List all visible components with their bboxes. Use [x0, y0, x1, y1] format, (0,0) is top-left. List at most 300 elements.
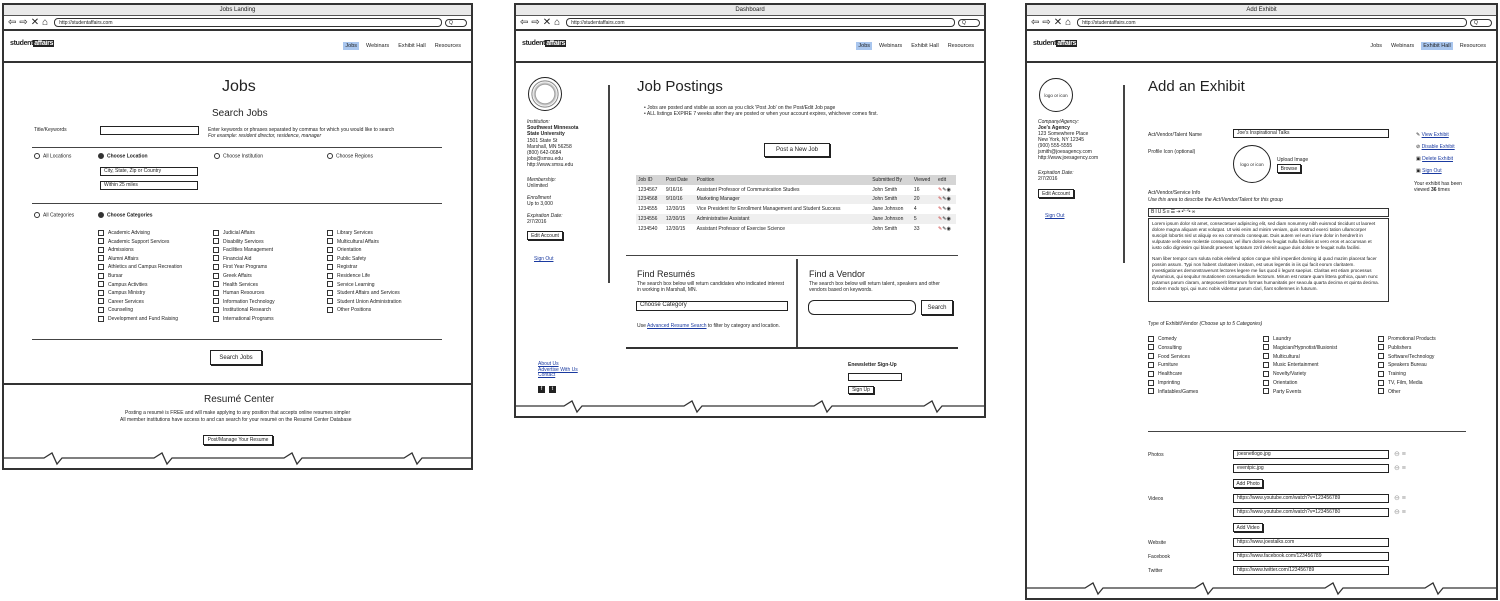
divider: [32, 147, 442, 148]
newsletter-input[interactable]: [848, 373, 902, 381]
footer-link[interactable]: About Us: [538, 361, 559, 367]
location-input[interactable]: City, State, Zip or Country: [100, 167, 198, 176]
info-bullet: • ALL listings EXPIRE 7 weeks after they are posted or when your account expires, whichever comes first.: [644, 111, 878, 117]
main-nav: [1368, 42, 1488, 50]
nav-exhibit-hall[interactable]: Exhibit Hall: [398, 43, 426, 49]
table-cell: 9/10/16: [664, 195, 695, 205]
column-header[interactable]: Position: [695, 175, 871, 185]
address-bar: [1027, 16, 1496, 31]
delete-exhibit-link[interactable]: [1416, 153, 1455, 165]
nav-webinars[interactable]: Webinars: [1391, 43, 1415, 49]
category-checkbox[interactable]: Orientation: [327, 246, 401, 255]
category-checkbox[interactable]: Financial Aid: [213, 255, 275, 264]
address-line: 1501 State St: [527, 138, 558, 144]
choose-categories-radio[interactable]: Choose Categories: [98, 212, 153, 218]
address-line: (900) 555-5555: [1038, 143, 1073, 149]
browser-search[interactable]: Q: [958, 19, 980, 27]
category-checkbox[interactable]: Alumni Affairs: [98, 255, 182, 264]
all-locations-radio[interactable]: All Locations: [34, 153, 71, 159]
add-exhibit-window: [1025, 3, 1498, 600]
table-header: [636, 175, 956, 185]
sidebar-divider: [1123, 85, 1125, 263]
browser-search[interactable]: Q: [445, 19, 467, 27]
type-column-3[interactable]: [1378, 335, 1436, 397]
table-cell: Jane Johnson: [870, 214, 912, 224]
table-cell: 5: [912, 214, 936, 224]
info-label: Act/Vendor/Service Info: [1148, 190, 1201, 196]
site-logo[interactable]: studentaffairs: [522, 40, 566, 47]
type-column-2[interactable]: [1263, 335, 1337, 397]
type-checkbox[interactable]: Comedy: [1148, 335, 1198, 344]
job-postings-table: [636, 175, 956, 234]
forward-icon[interactable]: ⇨: [531, 16, 540, 28]
view-icon[interactable]: ◉: [946, 186, 951, 193]
category-checkbox[interactable]: Other Positions: [327, 306, 401, 315]
category-checkbox[interactable]: Counseling: [98, 306, 182, 315]
copy-icon[interactable]: ✎: [942, 196, 947, 203]
row-actions[interactable]: [936, 204, 956, 214]
category-checkbox[interactable]: Residence Life: [327, 272, 401, 281]
redo-icon[interactable]: ↷: [1186, 209, 1192, 215]
trash-icon: ▣: [1416, 156, 1421, 162]
category-checkbox[interactable]: Campus Ministry: [98, 289, 182, 298]
keywords-label: Title/Keywords: [34, 127, 67, 133]
address-line: jsmith@joesagency.com: [1038, 149, 1092, 155]
institution-address: [527, 138, 573, 168]
view-icon[interactable]: ◉: [946, 206, 951, 213]
find-vendor-text: The search box below will return talent, speakers and other vendors based on keywords.: [809, 281, 940, 293]
table-cell: 1234556: [636, 214, 664, 224]
nav-webinars[interactable]: Webinars: [366, 43, 390, 49]
type-checkbox[interactable]: Orientation: [1263, 379, 1337, 388]
edit-account-button[interactable]: Edit Account: [527, 231, 563, 240]
institution-name: Southwest Minnesota State University: [527, 125, 579, 137]
edit-icon[interactable]: ✎: [938, 225, 943, 232]
view-icon[interactable]: ◉: [946, 225, 951, 232]
category-checkbox[interactable]: Multicultural Affairs: [327, 238, 401, 247]
type-checkbox[interactable]: Inflatables/Games: [1148, 388, 1198, 397]
delete-exhibit-text[interactable]: Delete Exhibit: [1422, 156, 1453, 162]
copy-icon[interactable]: ✎: [942, 186, 947, 193]
enrollment-label: Enrollment: [527, 195, 551, 201]
type-label-text: Type of Exhibit/Vendor: [1148, 321, 1199, 327]
type-checkbox[interactable]: Publishers: [1378, 344, 1436, 353]
disable-exhibit-link[interactable]: [1416, 141, 1455, 153]
divider: [626, 255, 958, 256]
upload-label: Upload Image: [1277, 157, 1309, 163]
table-row[interactable]: [636, 224, 956, 234]
post-resume-button[interactable]: Post/Manage Your Resume: [203, 435, 273, 445]
home-icon[interactable]: ⌂: [1065, 16, 1072, 28]
choose-institution-radio[interactable]: Choose Institution: [214, 153, 263, 159]
table-cell: 12/30/15: [665, 225, 686, 232]
twitter-icon[interactable]: t: [549, 386, 556, 393]
home-icon[interactable]: ⌂: [554, 16, 561, 28]
nav-resources[interactable]: Resources: [947, 43, 974, 49]
address-line: http://www.joesagency.com: [1038, 155, 1099, 161]
company-label: Company/Agency:: [1038, 119, 1079, 125]
exhibit-actions: [1416, 129, 1455, 177]
type-checkbox[interactable]: Other: [1378, 388, 1436, 397]
category-checkbox[interactable]: Human Resources: [213, 289, 275, 298]
table-cell: Administrative Assistant: [695, 214, 871, 224]
page-title: Jobs: [222, 78, 256, 95]
back-icon[interactable]: ⇦: [8, 16, 17, 28]
type-checkbox[interactable]: Novelty/Variety: [1263, 370, 1337, 379]
keywords-input[interactable]: [100, 126, 199, 135]
add-video-button[interactable]: Add Video: [1233, 523, 1263, 532]
table-cell: 33: [913, 225, 920, 232]
address-line: 123 Somewhere Place: [1038, 131, 1089, 137]
type-checkbox[interactable]: Music Entertainment: [1263, 361, 1337, 370]
copy-icon[interactable]: ✎: [942, 206, 947, 213]
table-cell: John Smith: [872, 225, 898, 232]
remove-icon[interactable]: ⊖ ≡: [1394, 451, 1406, 458]
table-row[interactable]: [636, 195, 956, 205]
window-title: Dashboard: [516, 5, 984, 16]
url-field[interactable]: http://studentaffairs.com: [1077, 18, 1467, 27]
description-paragraph: Lorem ipsum dolor sit amet, consectetuer adipiscing elit, sed diam nonummy nibh euismod tincidunt ut laoreet dolore magna aliquam erat volutpat. Ut wisi enim ad minim veniam, quis nostrud exerci tation ullamcorper suscipit lobortis nisl ut aliquip ex ea commodo consequat. Duis autem vel eum iriure dolor in hendrerit in vulputate velit esse molestie consequat, vel illum dolore eu feugiat nulla facilisis at vero eros et accumsan et iusto odio dignissim qui blandit praesent luptatum zzril delenit augue duis dolore te feugait nulla facilisi.: [1152, 221, 1376, 250]
view-exhibit-link[interactable]: [1416, 129, 1455, 141]
nav-exhibit-hall[interactable]: Exhibit Hall: [1423, 43, 1451, 49]
table-cell: 12/30/15: [665, 206, 686, 213]
vendor-search-button[interactable]: Search: [921, 300, 953, 315]
view-icon: ✎: [1416, 132, 1421, 138]
type-checkbox[interactable]: Software/Technology: [1378, 353, 1436, 362]
find-resumes-title: Find Resumés: [637, 269, 696, 279]
profile-icon-placeholder: logo or icon: [1233, 145, 1271, 183]
remove-icon[interactable]: ⊖ ≡: [1394, 495, 1406, 502]
category-checkbox[interactable]: Development and Fund Raising: [98, 315, 182, 324]
dashboard-window: [514, 3, 986, 418]
row-actions[interactable]: [936, 195, 956, 205]
home-icon[interactable]: ⌂: [42, 16, 49, 28]
choose-location-radio[interactable]: Choose Location: [98, 153, 148, 159]
facebook-label: Facebook: [1148, 554, 1170, 560]
view-icon[interactable]: ◉: [946, 216, 951, 223]
site-header: [4, 31, 471, 63]
table-cell: John Smith: [870, 195, 912, 205]
close-icon[interactable]: ✕: [542, 16, 552, 28]
category-checkbox[interactable]: Registrar: [327, 263, 401, 272]
table-cell: Assistant Professor of Exercise Science: [696, 225, 786, 232]
category-checkbox[interactable]: Student Union Administration: [327, 298, 401, 307]
category-column-3[interactable]: [327, 229, 401, 315]
edit-icon[interactable]: ✎: [938, 206, 943, 213]
divider: [626, 347, 958, 349]
note-text: to filter by category and location.: [707, 323, 780, 329]
advanced-search-note: [637, 323, 780, 329]
category-checkbox[interactable]: Admissions: [98, 246, 182, 255]
divider: [32, 203, 442, 204]
view-count-unit: times: [1437, 187, 1450, 193]
table-cell: 1234568: [636, 195, 664, 205]
link-icon[interactable]: ∞: [1191, 209, 1197, 215]
radius-select[interactable]: Within 25 miles: [100, 181, 198, 190]
sidebar-divider: [608, 85, 610, 283]
expiration-value: 2/7/2016: [1038, 176, 1058, 182]
strike-icon[interactable]: S: [1162, 209, 1167, 215]
indent-icon[interactable]: ⇥: [1176, 209, 1182, 215]
type-checkbox[interactable]: Food Services: [1148, 353, 1198, 362]
website-label: Website: [1148, 540, 1166, 546]
resume-text: Posting a resumé is FREE and will make applying to any position that accepts online resumes simpler: [125, 410, 351, 416]
type-checkbox[interactable]: Magician/Hypnotist/Illusionist: [1263, 344, 1337, 353]
site-logo[interactable]: studentaffairs: [1033, 40, 1077, 47]
divider: [1148, 431, 1466, 432]
italic-icon[interactable]: I: [1155, 209, 1158, 215]
facebook-icon[interactable]: f: [538, 386, 545, 393]
disable-icon: ⊘: [1416, 144, 1421, 150]
copy-icon[interactable]: ✎: [942, 216, 947, 223]
type-checkbox[interactable]: Furniture: [1148, 361, 1198, 370]
nav-jobs[interactable]: Jobs: [1370, 43, 1383, 49]
back-icon[interactable]: ⇦: [1031, 16, 1040, 28]
video-url-2[interactable]: https://www.youtube.com/watch?v=123456780: [1233, 508, 1389, 517]
category-checkbox[interactable]: Library Services: [327, 229, 401, 238]
close-icon[interactable]: ✕: [30, 16, 40, 28]
type-checkbox[interactable]: Imprinting: [1148, 379, 1198, 388]
add-photo-button[interactable]: Add Photo: [1233, 479, 1263, 488]
twitter-input[interactable]: https://www.twitter.com/123456789: [1233, 566, 1389, 575]
table-row[interactable]: [636, 214, 956, 224]
column-header[interactable]: Viewed: [912, 175, 936, 185]
type-checkbox[interactable]: Multicultural: [1263, 353, 1337, 362]
category-checkbox[interactable]: Disability Services: [213, 238, 275, 247]
vendor-search-input[interactable]: [808, 300, 916, 315]
table-cell: Jane Johnson: [872, 206, 904, 213]
find-resumes-text: The search box below will return candidates who indicated interest in working in Marshall, MN.: [637, 281, 785, 293]
photo-file-1[interactable]: joesnetlogo.jpg: [1233, 450, 1389, 459]
back-icon[interactable]: ⇦: [520, 16, 529, 28]
category-column-2[interactable]: [213, 229, 275, 324]
table-row[interactable]: [636, 185, 956, 195]
category-checkbox[interactable]: Institutional Research: [213, 306, 275, 315]
note-text: Use: [637, 323, 646, 329]
sign-out-link[interactable]: Sign Out: [1045, 213, 1065, 219]
category-checkbox[interactable]: Bursar: [98, 272, 182, 281]
category-checkbox[interactable]: Health Services: [213, 281, 275, 290]
table-cell: Marketing Manager: [695, 195, 871, 205]
sign-out-link[interactable]: Sign Out: [534, 256, 554, 262]
category-checkbox[interactable]: Student Affairs and Services: [327, 289, 401, 298]
disable-exhibit-text[interactable]: Disable Exhibit: [1421, 144, 1455, 150]
type-checkbox[interactable]: Laundry: [1263, 335, 1337, 344]
row-actions[interactable]: [936, 214, 956, 224]
expiration-label: Expiration Date:: [527, 213, 563, 219]
nav-exhibit-hall[interactable]: Exhibit Hall: [911, 43, 939, 49]
address-bar: [516, 16, 984, 31]
edit-icon[interactable]: ✎: [938, 186, 943, 193]
description-paragraph: Nam liber tempor cum soluta nobis eleifend option congue nihil imperdiet doming id quod mazim placerat facer possim assum. Typi non habent claritatem insitam, est usus legentis in iis qui facit eorum claritatem. Investigationes demonstraverunt lectores legere me lius quod ii legunt saepius. Claritas est etiam processus dynamicus, qui sequitur mutationem consuetudium lectorum. Mirum est notare quam littera gothica, quam nunc putamus parum claram, anteposuerit litterarum formas humanitatis per seacula quarta decima et quinta decima. Eodem modo typi, qui nunc nobis videntur parum clari, fiant sollemnes in futurum.: [1152, 256, 1379, 291]
remove-icon[interactable]: ⊖ ≡: [1394, 465, 1406, 472]
category-checkbox[interactable]: Academic Advising: [98, 229, 182, 238]
category-checkbox[interactable]: Greek Affairs: [213, 272, 275, 281]
table-cell: 9/16/16: [665, 186, 683, 193]
jobs-landing-window: [2, 3, 473, 470]
row-actions[interactable]: [936, 224, 956, 234]
photos-label: Photos: [1148, 452, 1164, 458]
video-url-1[interactable]: https://www.youtube.com/watch?v=123456789: [1233, 494, 1389, 503]
choose-regions-radio[interactable]: Choose Regions: [327, 153, 373, 159]
resume-text-2: All member institutions have access to and can search for your resumé on the Resumé Center Database: [120, 417, 352, 423]
browse-button[interactable]: Browse: [1277, 164, 1301, 173]
divider: [796, 259, 798, 347]
facebook-input[interactable]: https://www.facebook.com/123456789: [1233, 552, 1389, 561]
undo-icon[interactable]: ↶: [1181, 209, 1187, 215]
list-icon[interactable]: ≡: [1166, 209, 1171, 215]
category-checkbox[interactable]: Judicial Affairs: [213, 229, 275, 238]
copy-icon[interactable]: ✎: [942, 225, 947, 232]
type-checkbox[interactable]: Party Events: [1263, 388, 1337, 397]
footer-links: [538, 362, 578, 379]
forward-icon[interactable]: ⇨: [19, 16, 28, 28]
photo-file-2[interactable]: eventpic.jpg: [1233, 464, 1389, 473]
table-cell: 4: [913, 206, 917, 213]
type-checkbox[interactable]: Speakers Bureau: [1378, 361, 1436, 370]
category-checkbox[interactable]: Academic Support Services: [98, 238, 182, 247]
edit-icon[interactable]: ✎: [938, 216, 943, 223]
close-icon[interactable]: ✕: [1053, 16, 1063, 28]
nav-resources[interactable]: Resources: [434, 43, 461, 49]
type-label: [1148, 321, 1262, 327]
align-icon[interactable]: ☰: [1170, 209, 1177, 215]
type-checkbox[interactable]: TV, Film, Media: [1378, 379, 1436, 388]
find-vendor-title: Find a Vendor: [809, 269, 866, 279]
view-exhibit-text[interactable]: View Exhibit: [1421, 132, 1449, 138]
torn-edge: [4, 452, 473, 468]
bullet-text: ALL listings EXPIRE 7 weeks after they are posted or when your account expires, whichever comes first.: [646, 111, 878, 117]
newsletter-label: Enewsletter Sign-Up: [848, 362, 897, 368]
torn-edge: [516, 400, 986, 416]
site-header: [516, 31, 984, 63]
table-cell: 16: [913, 186, 920, 193]
forward-icon[interactable]: ⇨: [1042, 16, 1051, 28]
category-checkbox[interactable]: Campus Activities: [98, 281, 182, 290]
category-checkbox[interactable]: Athletics and Campus Recreation: [98, 263, 182, 272]
category-checkbox[interactable]: Information Technology: [213, 298, 275, 307]
address-line: jobs@smsu.edu: [527, 156, 563, 162]
lock-icon: ▣: [1416, 168, 1421, 174]
company-address: [1038, 131, 1098, 161]
all-categories-radio[interactable]: All Categories: [34, 212, 74, 218]
category-checkbox[interactable]: Career Services: [98, 298, 182, 307]
keywords-help: Enter keywords or phrases separated by commas for which you would like to search: [208, 127, 395, 133]
advanced-resume-search-link[interactable]: Advanced Resume Search: [647, 323, 707, 329]
site-header: [1027, 31, 1496, 63]
column-header[interactable]: Job ID: [636, 175, 664, 185]
footer-link[interactable]: Contact: [538, 372, 556, 378]
table-cell: 1234555: [638, 206, 658, 213]
twitter-label: Twitter: [1148, 568, 1163, 574]
name-input[interactable]: Joe's Inspirational Talks: [1233, 129, 1389, 138]
table-cell: 20: [912, 195, 936, 205]
column-header[interactable]: Post Date: [664, 175, 695, 185]
membership-value: Unlimited: [527, 183, 548, 189]
type-checkbox[interactable]: Consulting: [1148, 344, 1198, 353]
category-checkbox[interactable]: International Programs: [213, 315, 275, 324]
membership-label: Membership:: [527, 177, 556, 183]
category-checkbox[interactable]: Public Safety: [327, 255, 401, 264]
category-select[interactable]: Choose Category: [636, 301, 788, 311]
keywords-example: For example: resident director, residence, manager: [208, 133, 322, 139]
view-icon[interactable]: ◉: [946, 196, 951, 203]
address-line: http://www.smsu.edu: [527, 162, 574, 168]
main-nav: [343, 42, 463, 50]
resume-center-title: Resumé Center: [204, 394, 275, 405]
website-input[interactable]: https://www.joestalks.com: [1233, 538, 1389, 547]
remove-icon[interactable]: ⊖ ≡: [1394, 509, 1406, 516]
type-checkbox[interactable]: Healthcare: [1148, 370, 1198, 379]
search-jobs-subtitle: Search Jobs: [212, 108, 268, 119]
view-count: [1414, 181, 1476, 193]
nav-jobs[interactable]: Jobs: [345, 43, 358, 49]
row-actions[interactable]: [936, 185, 956, 195]
sign-up-button[interactable]: Sign Up: [848, 386, 874, 394]
table-cell: 1234540: [638, 225, 658, 232]
sign-out-text[interactable]: Sign Out: [1422, 168, 1442, 174]
address-line: (800) 642-0684: [527, 150, 562, 156]
category-checkbox[interactable]: Service Learning: [327, 281, 401, 290]
nav-resources[interactable]: Resources: [1459, 43, 1486, 49]
page-title: Add an Exhibit: [1148, 78, 1245, 95]
institution-seal: [528, 77, 562, 111]
edit-icon[interactable]: ✎: [938, 196, 943, 203]
url-field[interactable]: http://studentaffairs.com: [566, 18, 955, 27]
expiration-value: 2/7/2016: [527, 219, 547, 225]
company-logo-placeholder: logo or icon: [1039, 78, 1073, 112]
description-textarea[interactable]: [1148, 218, 1389, 302]
nav-jobs[interactable]: Jobs: [858, 43, 871, 49]
sign-out-link[interactable]: [1416, 165, 1455, 177]
bullet-text: Jobs are posted and visible as soon as you click 'Post Job' on the Post/Edit Job page: [647, 105, 836, 111]
address-line: New York, NY 12345: [1038, 137, 1085, 143]
column-header[interactable]: edit: [936, 175, 956, 185]
category-checkbox[interactable]: Facilities Management: [213, 246, 275, 255]
enrollment-value: Up to 3,000: [527, 201, 553, 207]
window-title: Jobs Landing: [4, 5, 471, 16]
edit-account-button[interactable]: Edit Account: [1038, 189, 1074, 198]
category-checkbox[interactable]: First Year Programs: [213, 263, 275, 272]
page-title: Job Postings: [637, 78, 723, 95]
url-field[interactable]: http://studentaffairs.com: [54, 18, 442, 27]
bold-icon[interactable]: B: [1151, 209, 1156, 215]
search-jobs-button[interactable]: Search Jobs: [210, 350, 262, 365]
type-column-1[interactable]: [1148, 335, 1198, 397]
company-name: Joe's Agency: [1038, 125, 1070, 131]
table-cell: John Smith: [872, 186, 898, 193]
underline-icon[interactable]: U: [1157, 209, 1163, 215]
type-checkbox[interactable]: Training: [1378, 370, 1436, 379]
view-count-text: Your exhibit has been viewed: [1414, 181, 1462, 193]
footer-link[interactable]: Advertise With Us: [538, 366, 578, 373]
column-header[interactable]: Submitted By: [870, 175, 912, 185]
browser-search[interactable]: Q: [1470, 19, 1492, 27]
post-new-job-button[interactable]: Post a New Job: [764, 143, 830, 157]
site-logo[interactable]: studentaffairs: [10, 40, 54, 47]
divider: [32, 339, 442, 340]
address-line: Marshall, MN 56258: [527, 144, 572, 150]
info-bullet: • Jobs are posted and visible as soon as you click 'Post Job' on the Post/Edit Job page: [644, 105, 836, 111]
nav-webinars[interactable]: Webinars: [879, 43, 903, 49]
torn-edge: [1027, 582, 1498, 598]
divider: [4, 383, 473, 385]
table-row[interactable]: [636, 204, 956, 214]
type-checkbox[interactable]: Promotional Products: [1378, 335, 1436, 344]
category-column-1[interactable]: [98, 229, 182, 324]
address-bar: [4, 16, 471, 31]
view-count-number: 36: [1430, 187, 1437, 193]
